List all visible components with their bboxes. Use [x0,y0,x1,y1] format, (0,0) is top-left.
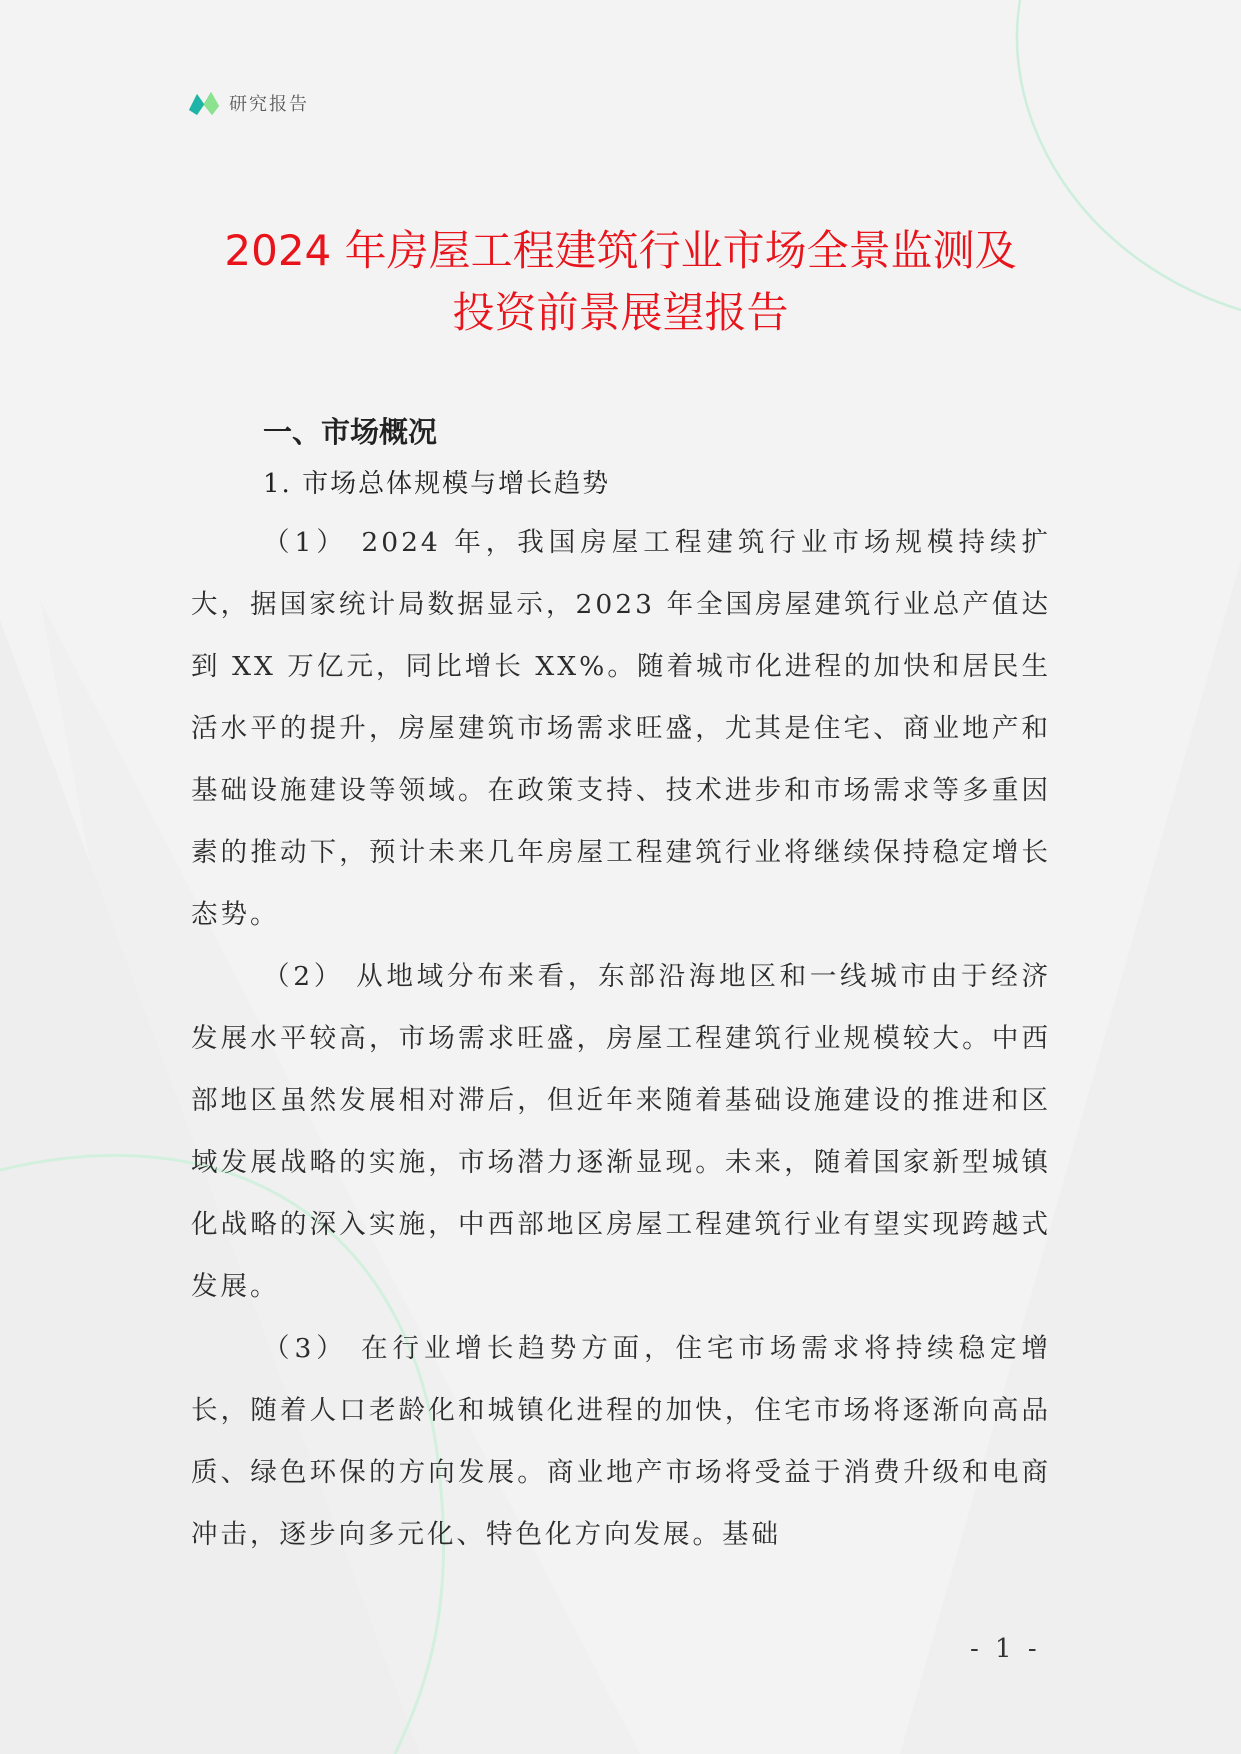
header-label: 研究报告 [229,94,309,115]
paragraph-3: （3） 在行业增长趋势方面，住宅市场需求将持续稳定增长，随着人口老龄化和城镇化进程的加快，住宅市场将逐渐向高品质、绿色环保的方向发展。商业地产市场将受益于消费升级和电商冲击，逐步向多元化、特色化方向发展。基础 [191,1333,1051,1550]
page-number: - 1 - [970,1634,1041,1664]
title-line-1: 2024 年房屋工程建筑行业市场全景监测及 [224,226,1017,275]
section-heading: 一、市场概况 [263,415,438,449]
report-header [187,88,309,118]
title-line-2: 投资前景展望报告 [452,288,789,337]
paragraph-2: （2） 从地域分布来看，东部沿海地区和一线城市由于经济发展水平较高，市场需求旺盛，房屋工程建筑行业规模较大。中西部地区虽然发展相对滞后，但近年来随着基础设施建设的推进和区域发展战略的实施，市场潜力逐渐显现。未来，随着国家新型城镇化战略的深入实施，中西部地区房屋工程建筑行业有望实现跨越式发展。 [191,961,1051,1302]
document-body [191,408,1051,1566]
report-title [150,220,1091,344]
subsection-heading: 1. 市场总体规模与增长趋势 [263,469,611,499]
brand-logo-icon [187,88,221,118]
paragraph-1: （1） 2024 年，我国房屋工程建筑行业市场规模持续扩大，据国家统计局数据显示，2023 年全国房屋建筑行业总产值达到 XX 万亿元，同比增长 XX%。随着城市化进程的加快和居民生活水平的提升，房屋建筑市场需求旺盛，尤其是住宅、商业地产和基础设施建设等领域。在政策支持、技术进步和市场需求等多重因素的推动下，预计未来几年房屋工程建筑行业将继续保持稳定增长态势。 [191,527,1051,930]
